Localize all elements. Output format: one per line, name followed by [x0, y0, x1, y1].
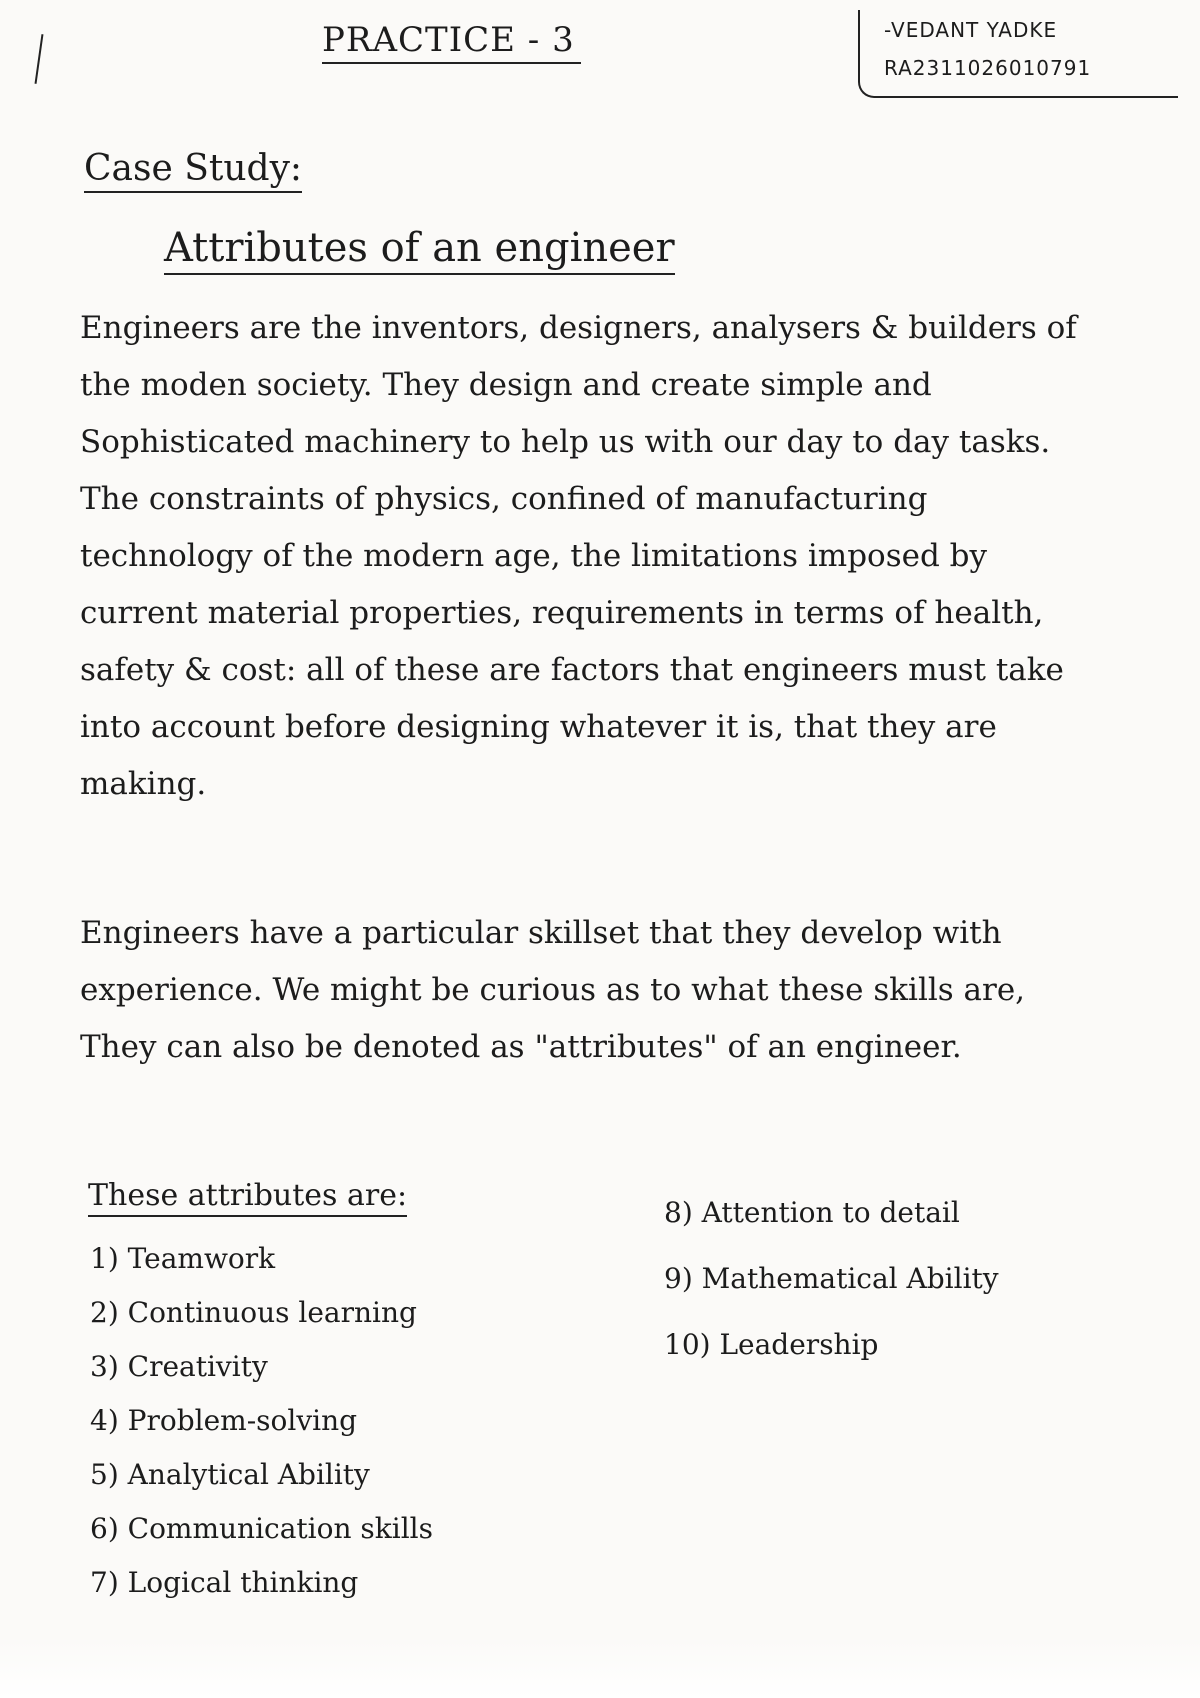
- list-item: 10) Leadership: [664, 1328, 879, 1361]
- topic-title: Attributes of an engineer: [164, 225, 675, 275]
- margin-pen-mark: [35, 34, 44, 84]
- list-item: 1) Teamwork: [90, 1242, 276, 1275]
- page-title: PRACTICE - 3: [322, 20, 581, 64]
- author-box: [858, 10, 1178, 98]
- list-item: 8) Attention to detail: [664, 1196, 960, 1229]
- skills-paragraph: Engineers have a particular skillset that they develop with experience. We might be curious as to what these skills are, They can also be denoted as "attributes" of an engineer.: [80, 915, 1026, 1065]
- author-name: -VEDANT YADKE: [884, 18, 1058, 42]
- list-item: 9) Mathematical Ability: [664, 1262, 999, 1295]
- list-item: 4) Problem-solving: [90, 1404, 358, 1437]
- attributes-list-left: [90, 1232, 433, 1610]
- attributes-list-right: [664, 1180, 999, 1378]
- list-item: 3) Creativity: [90, 1350, 268, 1383]
- author-id: RA2311026010791: [884, 56, 1092, 80]
- attributes-heading: These attributes are:: [88, 1178, 407, 1217]
- list-item: 2) Continuous learning: [90, 1296, 417, 1329]
- list-item: 6) Communication skills: [90, 1512, 433, 1545]
- list-item: 7) Logical thinking: [90, 1566, 359, 1599]
- list-item: 5) Analytical Ability: [90, 1458, 370, 1491]
- intro-paragraph: Engineers are the inventors, designers, analysers & builders of the moden society. They design and create simple and Sophisticated machinery to help us with our day to day tasks. The constraints of physics, confined of manufacturing technology of the modern age, the limitations imposed by current material properties, requirements in terms of health, safety & cost: all of these are factors that engineers must take into account before designing whatever it is, that they are making.: [80, 310, 1077, 802]
- case-study-label: Case Study:: [84, 148, 302, 193]
